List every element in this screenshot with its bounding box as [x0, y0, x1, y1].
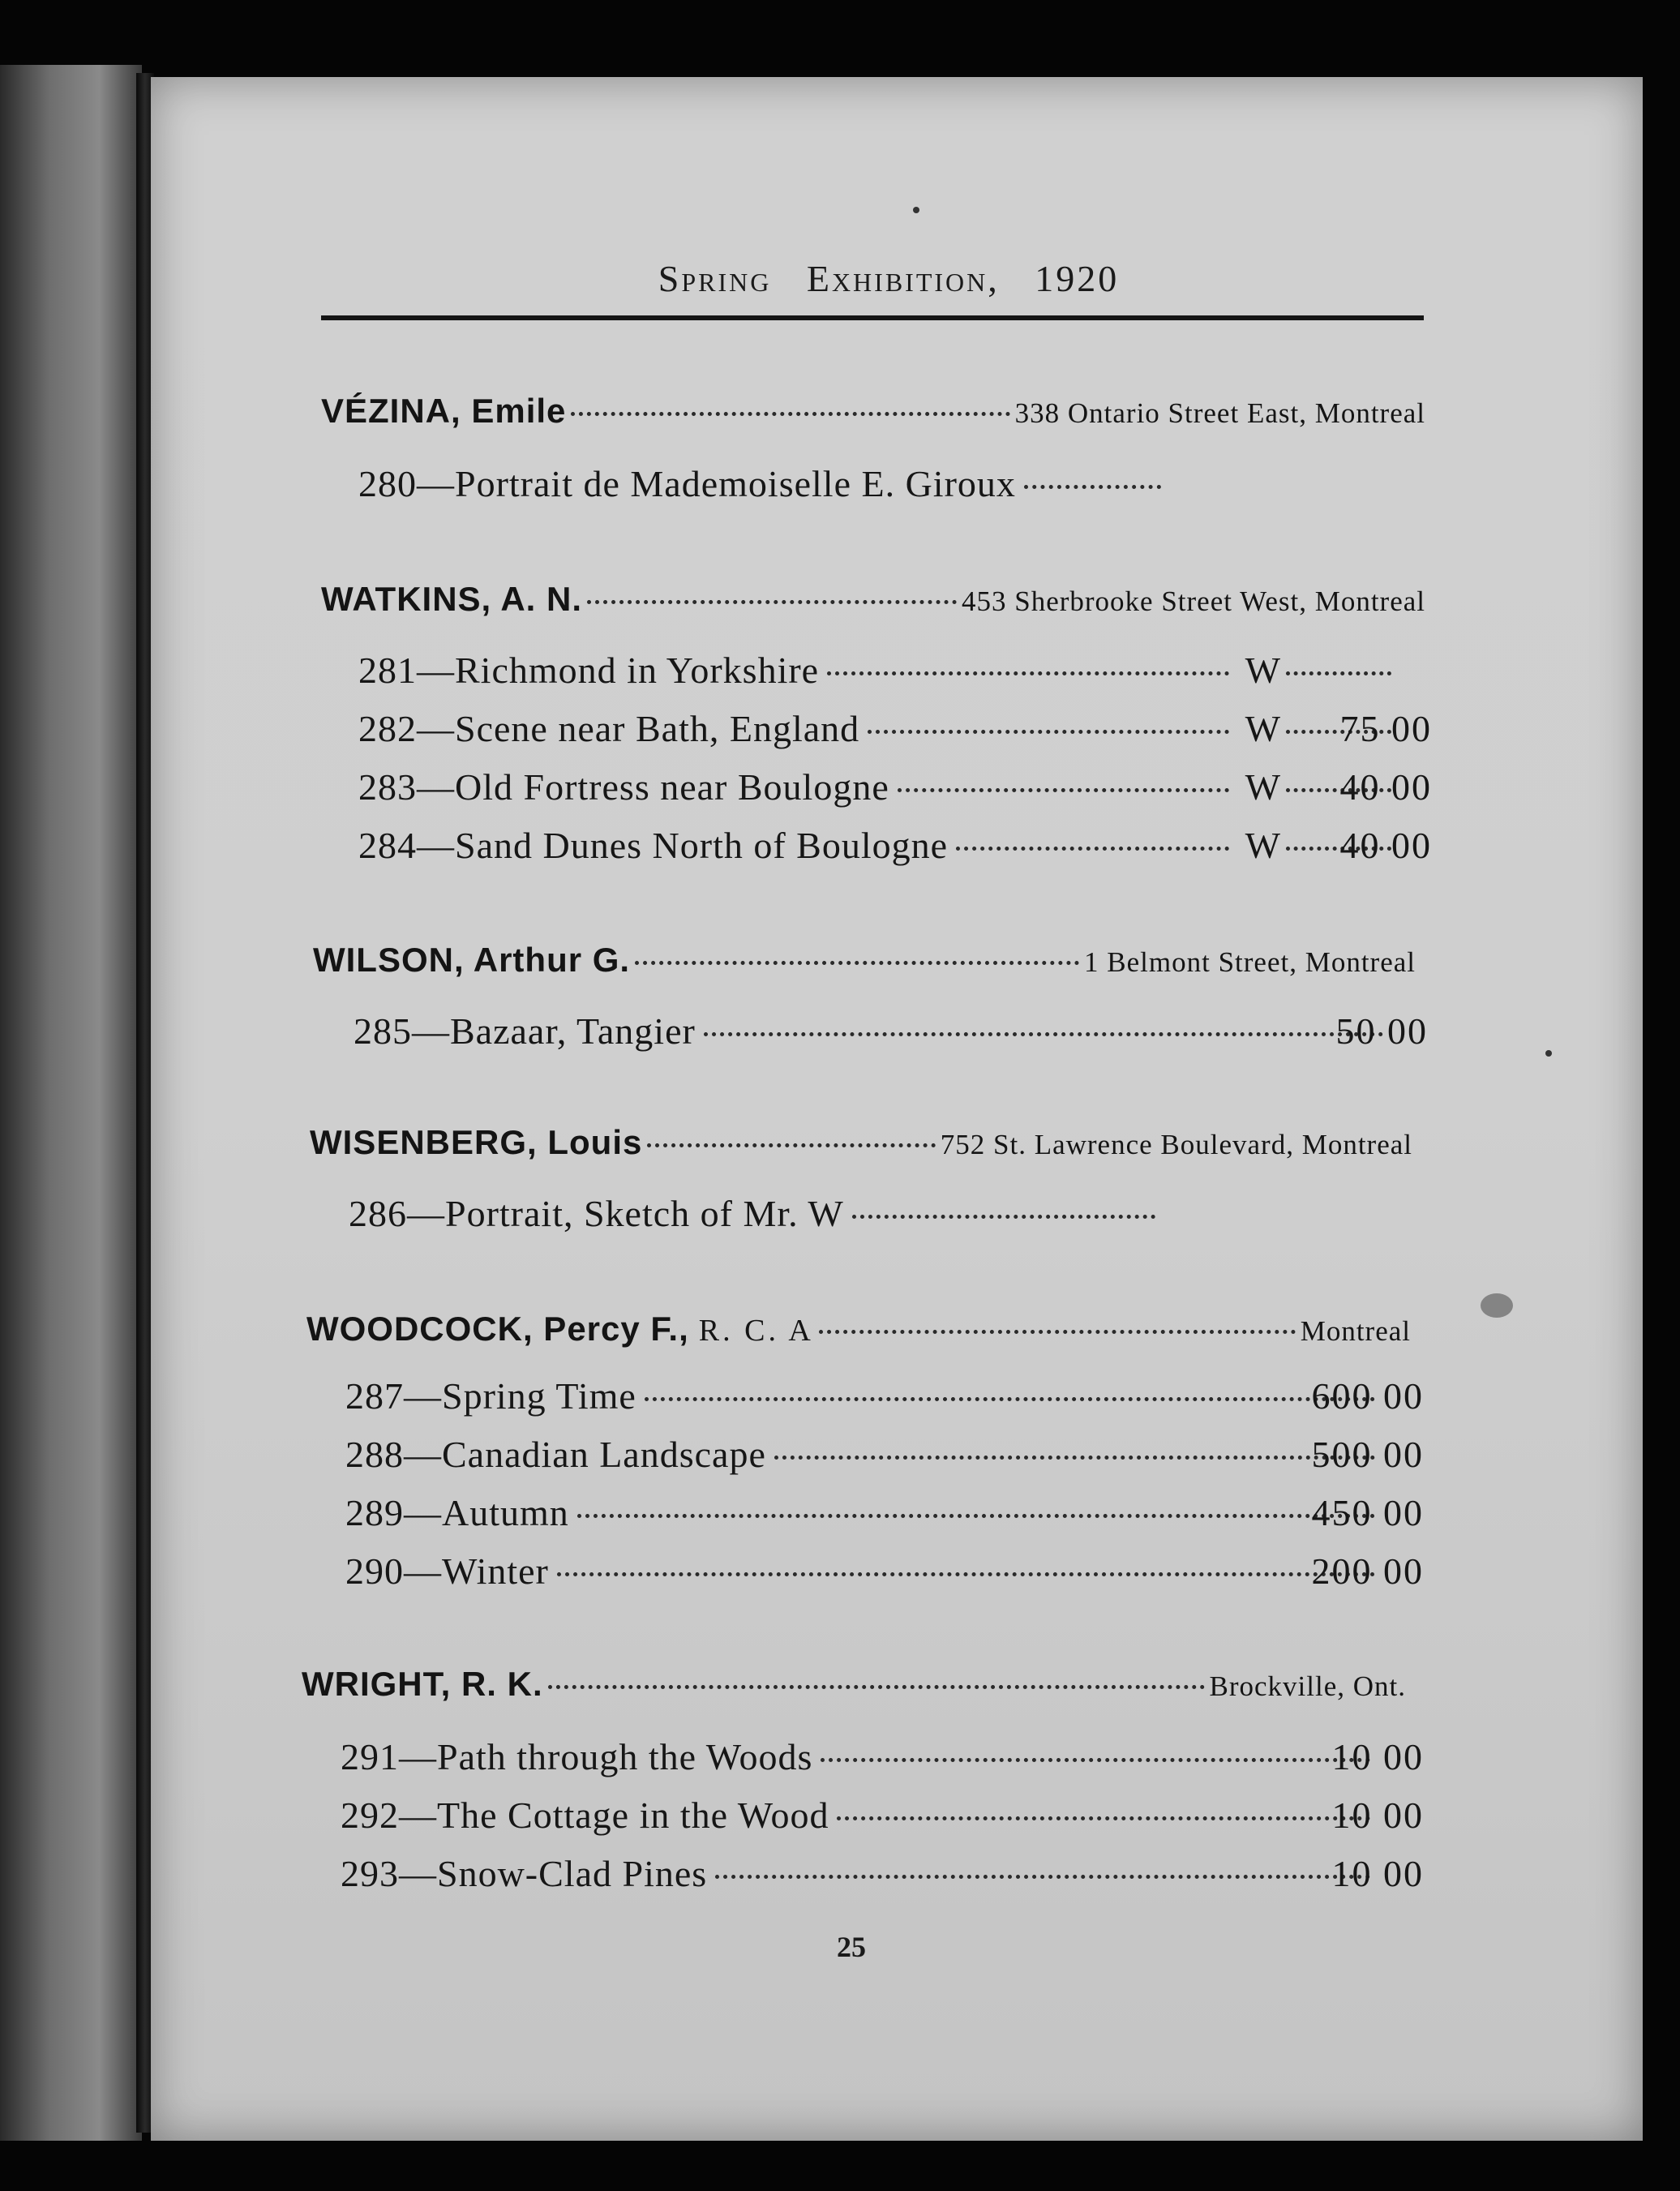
entry-title: Autumn	[442, 1492, 569, 1533]
entry-number: 281	[358, 650, 417, 691]
artist-name: WATKINS, A. N.	[321, 580, 582, 618]
entry-title: Bazaar, Tangier	[450, 1010, 696, 1052]
catalogue-entry: 287 — Spring Time	[345, 1374, 1383, 1417]
entry-title: Sand Dunes North of Boulogne	[455, 825, 949, 866]
artist-heading	[302, 1665, 1406, 1704]
entry-number: 280	[358, 463, 417, 504]
leader-dots	[898, 788, 1229, 792]
entry-number: 287	[345, 1375, 404, 1417]
catalogue-entry: 292 — The Cottage in the Wood	[341, 1794, 1378, 1837]
entry-title: Spring Time	[442, 1375, 636, 1417]
leader-dots	[1024, 485, 1161, 489]
artist-address: 453 Sherbrooke Street West, Montreal	[961, 585, 1425, 617]
artist-name: WRIGHT, R. K.	[302, 1665, 543, 1703]
print-speck	[913, 207, 919, 213]
catalogue-entry: 282 — Scene near Bath, England W	[358, 707, 1396, 750]
artist-address: 1 Belmont Street, Montreal	[1084, 946, 1416, 978]
header-word-spring: Spring	[658, 258, 772, 299]
leader-dots	[587, 600, 957, 604]
entry-number: 293	[341, 1853, 399, 1894]
artist-address: Montreal	[1300, 1315, 1411, 1347]
entry-price: 40 00	[1339, 766, 1432, 808]
entry-number: 282	[358, 708, 417, 749]
page-header	[629, 257, 1148, 300]
entry-title: Path through the Woods	[437, 1736, 813, 1777]
leader-dots	[548, 1685, 1205, 1689]
artist-name: WISENBERG, Louis	[310, 1123, 643, 1161]
print-speck	[1545, 1050, 1552, 1057]
artist-heading	[310, 1123, 1412, 1162]
leader-dots	[635, 961, 1079, 965]
catalogue-entry: 293 — Snow-Clad Pines	[341, 1852, 1378, 1895]
catalogue-entry: 283 — Old Fortress near Boulogne W	[358, 765, 1396, 808]
entry-title: Winter	[442, 1550, 549, 1592]
entry-price: 10 00	[1331, 1794, 1424, 1836]
leader-dots	[577, 1514, 1375, 1518]
entry-number: 290	[345, 1550, 404, 1592]
entry-title: Canadian Landscape	[442, 1434, 766, 1475]
artist-name: VÉZINA, Emile	[321, 392, 567, 430]
entry-title: Richmond in Yorkshire	[455, 650, 820, 691]
entry-medium: W	[1245, 708, 1281, 749]
entry-number: 283	[358, 766, 417, 808]
leader-dots	[819, 1330, 1296, 1334]
catalogue-entry: 291 — Path through the Woods	[341, 1735, 1378, 1778]
header-year: 1920	[1035, 258, 1120, 299]
header-word-exhibition: Exhibition,	[806, 258, 1000, 299]
entry-price: 10 00	[1331, 1853, 1424, 1894]
artist-name: WOODCOCK, Percy F.,	[306, 1310, 689, 1348]
entry-title: Snow-Clad Pines	[437, 1853, 708, 1894]
entry-medium: W	[1245, 766, 1281, 808]
facing-page-edge	[0, 65, 142, 2141]
entry-number: 291	[341, 1736, 399, 1777]
catalogue-entry: 284 — Sand Dunes North of Boulogne W	[358, 824, 1396, 867]
stain-mark	[1481, 1293, 1513, 1318]
header-rule	[321, 315, 1424, 320]
entry-title: Scene near Bath, England	[455, 708, 860, 749]
entry-price: 500 00	[1311, 1434, 1424, 1475]
entry-number: 289	[345, 1492, 404, 1533]
artist-heading	[313, 941, 1416, 980]
catalogue-entry: 280 — Portrait de Mademoiselle E. Giroux	[358, 462, 1169, 505]
entry-title: The Cottage in the Wood	[437, 1794, 829, 1836]
page-number: 25	[837, 1931, 866, 1963]
entry-number: 292	[341, 1794, 399, 1836]
entry-title: Portrait de Mademoiselle E. Giroux	[455, 463, 1016, 504]
entry-price: 50 00	[1335, 1010, 1428, 1052]
entry-title: Old Fortress near Boulogne	[455, 766, 889, 808]
catalogue-page	[151, 77, 1643, 2141]
catalogue-entry: 281 — Richmond in Yorkshire W	[358, 649, 1396, 692]
artist-address: Brockville, Ont.	[1209, 1670, 1406, 1702]
catalogue-entry: 290 — Winter	[345, 1550, 1383, 1593]
artist-heading	[321, 580, 1425, 619]
entry-medium: W	[1245, 825, 1281, 866]
entry-price: 600 00	[1311, 1375, 1424, 1417]
entry-price: 450 00	[1311, 1492, 1424, 1533]
artist-address: 338 Ontario Street East, Montreal	[1014, 397, 1425, 429]
entry-price: 200 00	[1311, 1550, 1424, 1592]
entry-medium: W	[1245, 650, 1281, 691]
leader-dots	[557, 1572, 1375, 1576]
entry-price: 40 00	[1339, 825, 1432, 866]
entry-price: 75 00	[1339, 708, 1432, 749]
artist-heading	[321, 392, 1425, 431]
entry-number: 288	[345, 1434, 404, 1475]
leader-dots	[868, 730, 1228, 734]
entry-number: 285	[354, 1010, 412, 1052]
artist-suffix: R. C. A	[698, 1314, 814, 1348]
artist-heading	[306, 1310, 1411, 1348]
leader-dots	[827, 671, 1228, 675]
artist-name: WILSON, Arthur G.	[313, 941, 631, 979]
entry-number: 286	[349, 1193, 407, 1234]
entry-number: 284	[358, 825, 417, 866]
leader-dots	[852, 1215, 1155, 1219]
catalogue-entry: 288 — Canadian Landscape	[345, 1433, 1383, 1476]
leader-dots	[1286, 671, 1391, 675]
catalogue-entry: 285 — Bazaar, Tangier	[354, 1010, 1391, 1053]
leader-dots	[956, 847, 1229, 851]
catalogue-entry: 289 — Autumn	[345, 1491, 1383, 1534]
leader-dots	[571, 412, 1009, 416]
catalogue-entry: 286 — Portrait, Sketch of Mr. W	[349, 1192, 1164, 1235]
entry-title: Portrait, Sketch of Mr. W	[445, 1193, 844, 1234]
leader-dots	[647, 1143, 935, 1147]
artist-address: 752 St. Lawrence Boulevard, Montreal	[940, 1129, 1412, 1160]
entry-price: 10 00	[1331, 1736, 1424, 1777]
